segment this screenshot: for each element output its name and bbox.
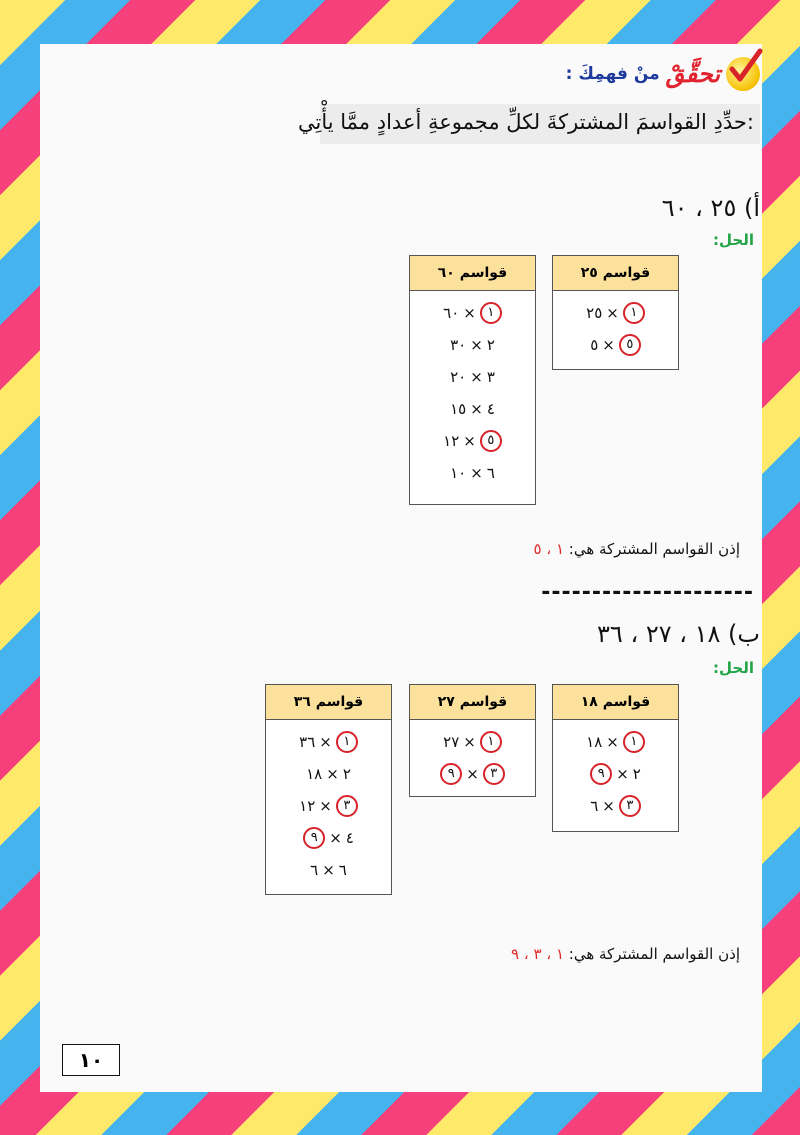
solution-label-b: الحل: (713, 659, 754, 677)
times-icon: × (470, 368, 483, 386)
divisors-table-18 (552, 684, 679, 832)
question-a: أ) ٢٥ ، ٦٠ (661, 194, 760, 222)
divisor-factor: ٣ (486, 368, 495, 386)
answer-values: ١ ، ٣ ، ٩ (511, 945, 564, 963)
divisor-partner: ٣٠ (450, 336, 467, 354)
table-header: قواسم ٣٦ (266, 685, 391, 720)
solution-label-a: الحل: (713, 231, 754, 249)
times-icon: × (329, 829, 342, 847)
times-icon: × (470, 400, 483, 418)
answer-values: ١ ، ٥ (533, 540, 564, 558)
times-icon: × (616, 765, 629, 783)
table-rows (553, 297, 678, 361)
divisor-factor: ٣ (336, 795, 358, 817)
divisor-row (410, 361, 535, 393)
times-icon: × (470, 336, 483, 354)
divisor-partner: ٥ (590, 336, 599, 354)
worksheet-page (40, 44, 762, 1092)
times-icon: × (463, 304, 476, 322)
table-header: قواسم ٦٠ (410, 256, 535, 291)
section-header (566, 54, 760, 94)
divisor-row (266, 726, 391, 758)
table-rows (410, 297, 535, 489)
divisor-partner: ٢٧ (443, 733, 460, 751)
divisor-row (553, 790, 678, 822)
divisor-partner: ٩ (590, 763, 612, 785)
divisor-row (410, 758, 535, 790)
divisor-partner: ١٥ (450, 400, 467, 418)
divisor-partner: ٢٥ (586, 304, 603, 322)
divisor-row (266, 822, 391, 854)
times-icon: × (602, 336, 615, 354)
divisor-factor: ٢ (342, 765, 351, 783)
divisor-partner: ٣٦ (299, 733, 316, 751)
page-number: ١٠ (62, 1044, 120, 1076)
times-icon: × (606, 304, 619, 322)
answer-prefix: إذن القواسم المشتركة هي: (568, 540, 740, 558)
table-rows (553, 726, 678, 822)
divisor-factor: ١ (623, 731, 645, 753)
divisors-table-25 (552, 255, 679, 370)
times-icon: × (606, 733, 619, 751)
divisor-row (410, 329, 535, 361)
divisor-row (410, 297, 535, 329)
divisor-row (553, 758, 678, 790)
divisor-partner: ٩ (440, 763, 462, 785)
header-title: تحقَّقْ (665, 60, 720, 88)
divisor-factor: ١ (480, 731, 502, 753)
divisor-row (266, 758, 391, 790)
question-b: ب) ١٨ ، ٢٧ ، ٣٦ (597, 620, 760, 648)
table-rows (410, 726, 535, 790)
divisor-factor: ٢ (486, 336, 495, 354)
divisor-factor: ١ (480, 302, 502, 324)
divisor-factor: ١ (336, 731, 358, 753)
divisor-row (410, 457, 535, 489)
divisor-factor: ٥ (619, 334, 641, 356)
instruction-bar (298, 104, 760, 144)
divisor-factor: ٤ (486, 400, 495, 418)
divisor-factor: ٣ (619, 795, 641, 817)
table-rows (266, 726, 391, 886)
check-badge-icon (726, 57, 760, 91)
answer-prefix: إذن القواسم المشتركة هي: (568, 945, 740, 963)
divisor-row (553, 297, 678, 329)
divisor-row (266, 854, 391, 886)
table-header: قواسم ١٨ (553, 685, 678, 720)
divisor-partner: ١٢ (299, 797, 316, 815)
divisor-factor: ١ (623, 302, 645, 324)
times-icon: × (466, 765, 479, 783)
divisor-partner: ٦ (590, 797, 599, 815)
table-header: قواسم ٢٧ (410, 685, 535, 720)
divisor-partner: ١٠ (450, 464, 467, 482)
answer-b (511, 945, 740, 963)
times-icon: × (319, 797, 332, 815)
divider: --------------------- (541, 580, 754, 605)
divisor-partner: ٢٠ (450, 368, 467, 386)
times-icon: × (602, 797, 615, 815)
divisor-row (410, 726, 535, 758)
divisor-factor: ٦ (486, 464, 495, 482)
instruction-text: حدِّدِ القواسمَ المشتركةَ لكلِّ مجموعةِ أعدادٍ ممَّا يأْتِي: (298, 110, 754, 134)
divisors-table-60 (409, 255, 536, 505)
table-header: قواسم ٢٥ (553, 256, 678, 291)
divisor-row (553, 726, 678, 758)
divisors-table-36 (265, 684, 392, 895)
divisor-partner: ١٢ (443, 432, 460, 450)
answer-a (533, 540, 740, 558)
times-icon: × (470, 464, 483, 482)
divisor-row (266, 790, 391, 822)
divisor-partner: ٩ (303, 827, 325, 849)
times-icon: × (463, 733, 476, 751)
header-subtitle: منْ فهمِكَ : (565, 64, 660, 84)
divisor-partner: ٦ (310, 861, 319, 879)
times-icon: × (463, 432, 476, 450)
times-icon: × (319, 733, 332, 751)
divisor-partner: ٦٠ (443, 304, 460, 322)
divisor-row (410, 425, 535, 457)
divisors-table-27 (409, 684, 536, 797)
divisor-factor: ٦ (338, 861, 347, 879)
divisor-factor: ٤ (345, 829, 354, 847)
divisor-row (410, 393, 535, 425)
divisor-factor: ٥ (480, 430, 502, 452)
divisor-partner: ١٨ (306, 765, 323, 783)
divisor-factor: ٣ (483, 763, 505, 785)
times-icon: × (322, 861, 335, 879)
divisor-row (553, 329, 678, 361)
times-icon: × (326, 765, 339, 783)
divisor-partner: ١٨ (586, 733, 603, 751)
divisor-factor: ٢ (632, 765, 641, 783)
